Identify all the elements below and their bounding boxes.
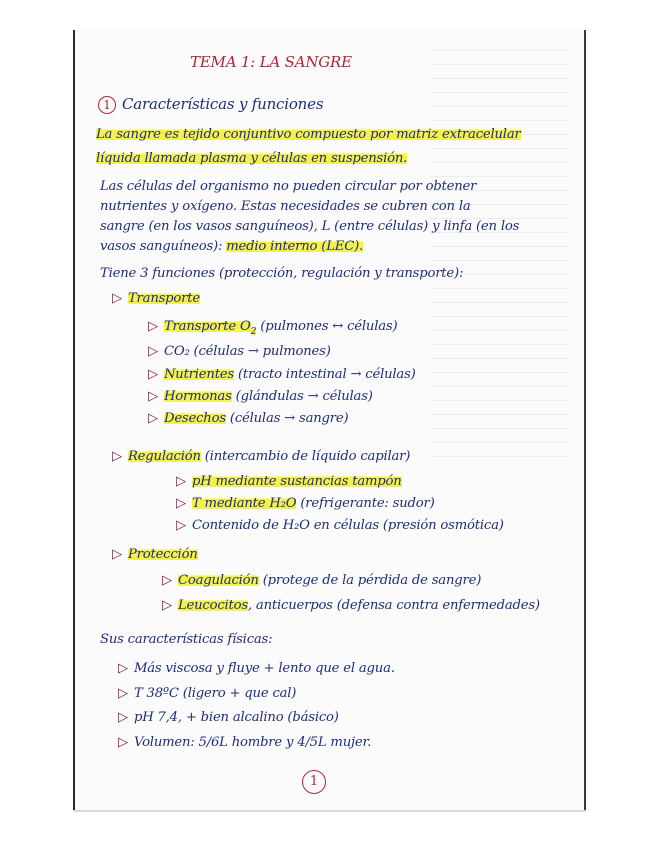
regulation-item-ph: ▷ pH mediante sustancias tampón — [176, 474, 402, 489]
arrow-icon: ▷ — [148, 411, 158, 426]
bleed-through — [430, 50, 570, 470]
section-heading-text: Características y funciones — [122, 95, 324, 113]
page-number: 1 — [302, 770, 326, 794]
definition-line-1: La sangre es tejido conjuntivo compuesto por matriz extracelular — [96, 127, 521, 142]
characteristic-volume: ▷ Volumen: 5/6L hombre y 4/5L mujer. — [118, 735, 372, 750]
arrow-icon: ▷ — [176, 518, 186, 533]
arrow-icon: ▷ — [118, 661, 128, 676]
medio-interno-highlight: medio interno (LEC). — [226, 239, 364, 254]
paragraph-line-3: sangre (en los vasos sanguíneos), L (entre células) y linfa (en los — [100, 219, 520, 234]
arrow-icon: ▷ — [118, 686, 128, 701]
regulation-item-water: ▷ Contenido de H₂O en células (presión osmótica) — [176, 518, 504, 533]
paragraph-line-4: vasos sanguíneos): medio interno (LEC). — [100, 239, 364, 254]
transport-item-nutrients: ▷ Nutrientes (tracto intestinal → células) — [148, 367, 416, 382]
protection-item-coagulation: ▷ Coagulación (protege de la pérdida de sangre) — [162, 573, 482, 588]
arrow-icon: ▷ — [148, 389, 158, 404]
functions-intro: Tiene 3 funciones (protección, regulación y transporte): — [100, 266, 464, 281]
arrow-icon: ▷ — [118, 710, 128, 725]
physical-characteristics-intro: Sus características físicas: — [100, 632, 273, 647]
paragraph-line-1: Las células del organismo no pueden circular por obtener — [100, 179, 477, 194]
arrow-icon: ▷ — [118, 735, 128, 750]
characteristic-temperature: ▷ T 38ºC (ligero + que cal) — [118, 686, 297, 701]
paragraph-line-2: nutrientes y oxígeno. Estas necesidades se cubren con la — [100, 199, 471, 214]
arrow-icon: ▷ — [176, 474, 186, 489]
arrow-icon: ▷ — [112, 291, 122, 306]
transport-item-co2: ▷ CO₂ (células → pulmones) — [148, 344, 331, 359]
regulation-item-temp: ▷ T mediante H₂O (refrigerante: sudor) — [176, 496, 435, 511]
transport-item-waste: ▷ Desechos (células → sangre) — [148, 411, 349, 426]
transporte-heading: ▷ Transporte — [112, 291, 200, 306]
arrow-icon: ▷ — [148, 367, 158, 382]
transport-item-hormones: ▷ Hormonas (glándulas → células) — [148, 389, 373, 404]
arrow-icon: ▷ — [162, 598, 172, 613]
arrow-icon: ▷ — [112, 449, 122, 464]
protection-item-leukocytes: ▷ Leucocitos, anticuerpos (defensa contra enfermedades) — [162, 598, 540, 613]
characteristic-ph: ▷ pH 7,4, + bien alcalino (básico) — [118, 710, 339, 725]
section-number: 1 — [98, 96, 116, 114]
page-title: TEMA 1: LA SANGRE — [190, 53, 352, 71]
arrow-icon: ▷ — [162, 573, 172, 588]
definition-line-2: líquida llamada plasma y células en suspensión. — [96, 151, 408, 166]
proteccion-heading: ▷ Protección — [112, 547, 198, 562]
arrow-icon: ▷ — [176, 496, 186, 511]
arrow-icon: ▷ — [148, 319, 158, 334]
section-heading — [98, 95, 323, 114]
arrow-icon: ▷ — [148, 344, 158, 359]
characteristic-viscosity: ▷ Más viscosa y fluye + lento que el agua. — [118, 661, 395, 676]
transport-item-o2: ▷ Transporte $O_2$ (pulmones ↔ células) — [148, 319, 398, 337]
regulacion-heading: ▷ Regulación (intercambio de líquido capilar) — [112, 449, 411, 464]
arrow-icon: ▷ — [112, 547, 122, 562]
